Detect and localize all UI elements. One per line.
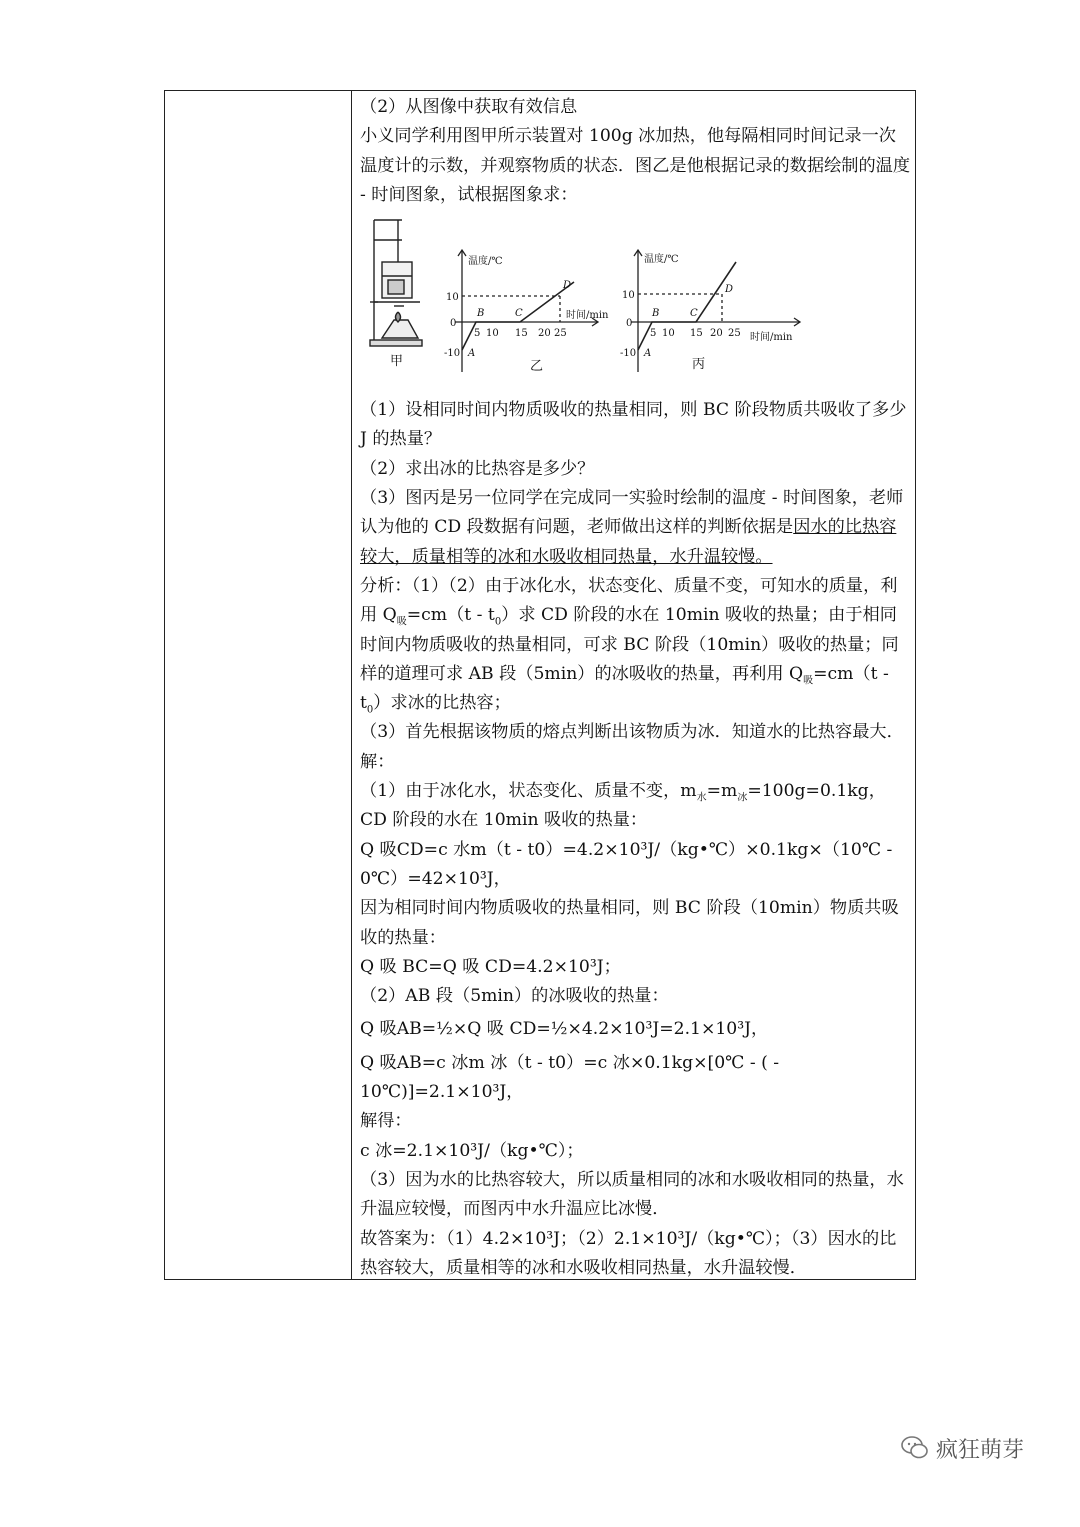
solution-4: Q 吸 BC=Q 吸 CD=4.2×10³J； xyxy=(360,956,621,977)
yi-point-a: A xyxy=(468,348,476,360)
bing-point-b: B xyxy=(652,308,660,320)
solution-heading: 解： xyxy=(360,751,395,772)
apparatus-figure xyxy=(370,220,422,346)
yi-xlabel: 时间/min xyxy=(566,310,609,322)
yi-x10: 10 xyxy=(486,328,499,340)
problem-intro: 小义同学利用图甲所示装置对 100g 冰加热，他每隔相同时间记录一次温度计的示数，并观察物质的状态．图乙是他根据记录的数据绘制的温度 - 时间图象，试根据图象求： xyxy=(360,126,911,205)
yi-point-d: D xyxy=(563,280,572,292)
question-2: （2）求出冰的比热容是多少？ xyxy=(360,458,595,479)
bing-point-a: A xyxy=(644,348,652,360)
yi-x25: 25 xyxy=(554,328,567,340)
solution-3: 因为相同时间内物质吸收的热量相同，则 BC 阶段（10min）物质共吸收的热量： xyxy=(360,898,899,948)
bing-point-c: C xyxy=(690,308,698,320)
wechat-icon xyxy=(900,1433,930,1463)
solution-8: 解得： xyxy=(360,1111,412,1132)
bing-x25: 25 xyxy=(728,328,741,340)
bing-y10: 10 xyxy=(622,290,635,302)
question-3 xyxy=(360,484,910,572)
graph-yi-labels xyxy=(444,254,609,359)
left-column xyxy=(165,91,352,1279)
content-table xyxy=(164,90,916,1280)
solution-2: Q 吸CD=c 水m（t - t0）=4.2×10³J/（kg•℃）×0.1kg×（10℃ - 0℃）=42×10³J， xyxy=(360,839,893,889)
solution-1: （1）由于冰化水，状态变化、质量不变，$m_水=m_冰=100g=0.1kg$， xyxy=(360,781,886,804)
bing-ylabel: 温度/℃ xyxy=(644,254,679,266)
question-3-text: （3）图丙是另一位同学在完成同一实验时绘制的温度 - 时间图象，老师认为他的 CD 段数据有问题，老师做出这样的判断依据是 xyxy=(360,488,904,538)
bing-xlabel: 时间/min xyxy=(750,332,793,344)
yi-point-b: B xyxy=(477,308,485,320)
fig-label-yi: 乙 xyxy=(530,359,544,375)
solution-9: c 冰=2.1×10³J/（kg•℃）； xyxy=(360,1140,584,1161)
solution-10: （3）因为水的比热容较大，所以质量相同的冰和水吸收相同的热量，水升温应较慢，而图丙中水升温应比冰慢． xyxy=(360,1169,904,1220)
answer-summary: 故答案为：（1）4.2×10³J；（2）2.1×10³J/（kg•℃）；（3）因水的比热容较大，质量相等的冰和水吸收相同热量，水升温较慢． xyxy=(360,1228,897,1278)
yi-ylabel: 温度/℃ xyxy=(468,256,503,268)
bing-yneg10: -10 xyxy=(620,348,637,360)
bing-point-d: D xyxy=(725,284,734,296)
yi-x5: 5 xyxy=(474,328,481,340)
yi-point-c: C xyxy=(515,308,523,320)
figures-svg xyxy=(360,210,910,396)
yi-x20: 20 xyxy=(538,328,551,340)
bing-x5: 5 xyxy=(650,328,657,340)
bing-x10: 10 xyxy=(662,328,675,340)
solution-1b: CD 阶段的水在 10min 吸收的热量： xyxy=(360,810,648,831)
yi-yneg10: -10 xyxy=(444,348,461,360)
yi-x15: 15 xyxy=(515,328,528,340)
analysis-1: 分析：（1）（2）由于冰化水，状态变化、质量不变，可知水的质量，利用 $Q_吸=cm(t - t_0)$求 CD 阶段的水在 10min 吸收的热量；由于相同时间内物质吸收的热量相同，可求 BC 阶段（10min）吸收的热量；同样的道理可求 AB 段（5min）的冰吸收的热量，再利用 $Q_吸=cm(t - t_0)$求冰的比热容； xyxy=(360,575,899,716)
fig-label-bing: 丙 xyxy=(692,357,706,373)
solution-7: Q 吸AB=c 冰m 冰（t - t0）=c 冰×0.1kg×[0℃ - ( - 10℃)]=2.1×10³J， xyxy=(360,1052,780,1103)
bing-y0: 0 xyxy=(626,318,633,330)
figures-row xyxy=(360,210,910,396)
analysis-3: （3）首先根据该物质的熔点判断出该物质为冰．知道水的比热容最大． xyxy=(360,722,904,743)
bing-x15: 15 xyxy=(690,328,703,340)
question-1: （1）设相同时间内物质吸收的热量相同，则 BC 阶段物质共吸收了多少 J 的热量？ xyxy=(360,400,907,450)
question-3-answer: 因水的比热容较大，质量相等的冰和水吸收相同热量，水升温较慢。 xyxy=(360,517,897,567)
fig-label-jia: 甲 xyxy=(390,354,404,370)
solution-6: Q 吸AB=½×Q 吸 CD=½×4.2×10³J=2.1×10³J， xyxy=(360,1019,769,1040)
yi-y10: 10 xyxy=(446,292,459,304)
section-title: （2）从图像中获取有效信息 xyxy=(360,97,578,117)
bing-x20: 20 xyxy=(710,328,723,340)
yi-y0: 0 xyxy=(450,318,457,330)
watermark-text: 疯狂萌芽 xyxy=(936,1437,1025,1463)
watermark xyxy=(900,1428,1024,1468)
solution-5: （2）AB 段（5min）的冰吸收的热量： xyxy=(360,986,669,1007)
right-column xyxy=(360,93,910,1283)
